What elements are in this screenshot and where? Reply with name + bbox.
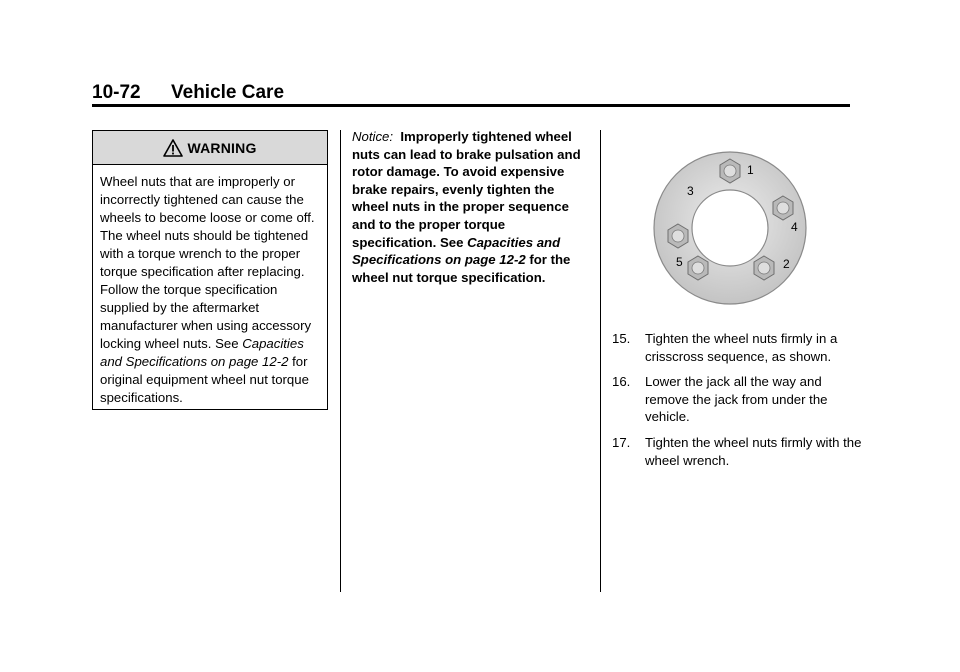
notice-paragraph [352,128,590,286]
warning-text-end: for original equipment wheel nut torque specifications. [100,354,309,405]
step-15 [612,330,862,365]
nut-label-4: 4 [791,220,798,234]
step-text: Tighten the wheel nuts firmly with the wheel wrench. [645,434,862,468]
warning-header [93,131,327,165]
page-number: 10-72 [92,82,141,103]
step-text: Lower the jack all the way and remove the jack from under the vehicle. [645,374,828,425]
section-title: Vehicle Care [171,82,285,103]
nut-label-3: 3 [687,184,694,198]
warning-triangle-icon [163,139,183,157]
warning-title: WARNING [187,139,257,156]
warning-text: Wheel nuts that are improperly or incorrectly tightened can cause the wheels to become loose or come off. The wheel nuts should be tightened with a torque wrench to the proper torque specification after replacing. Follow the torque specification supplied by the aftermarket manufacturer when using accessory locking wheel nuts. See [100,174,315,351]
step-17 [612,434,862,469]
notice-reference-link[interactable]: Capacities and Specifications on page 12-2 [352,234,561,268]
step-number: 17. [612,434,631,450]
warning-box [92,130,328,410]
step-number: 16. [612,374,631,390]
page-header [92,82,850,106]
notice-label: Notice: [352,129,394,144]
column-divider-right [600,130,601,592]
notice-text-end: for the wheel nut torque specification. [352,252,571,285]
nut-label-5: 5 [676,255,683,269]
procedure-steps [612,330,862,477]
nut-label-1: 1 [747,163,754,177]
step-16 [612,373,862,426]
notice-text: Improperly tightened wheel nuts can lead to brake pulsation and rotor damage. To avoid expensive brake repairs, evenly tighten the wheel nuts in the proper sequence and to the proper torque specification. See [352,129,581,250]
warning-body [93,165,327,407]
header-rule [92,104,850,107]
column-divider-left [340,130,341,592]
nut-label-2: 2 [783,257,790,271]
step-number: 15. [612,331,631,346]
warning-reference-link[interactable]: Capacities and Specifications on page 12-2 [100,336,304,369]
wheel-hub [692,190,768,266]
step-text: Tighten the wheel nuts firmly in a crisscross sequence, as shown. [645,331,838,364]
wheel-nut-diagram [650,148,810,308]
